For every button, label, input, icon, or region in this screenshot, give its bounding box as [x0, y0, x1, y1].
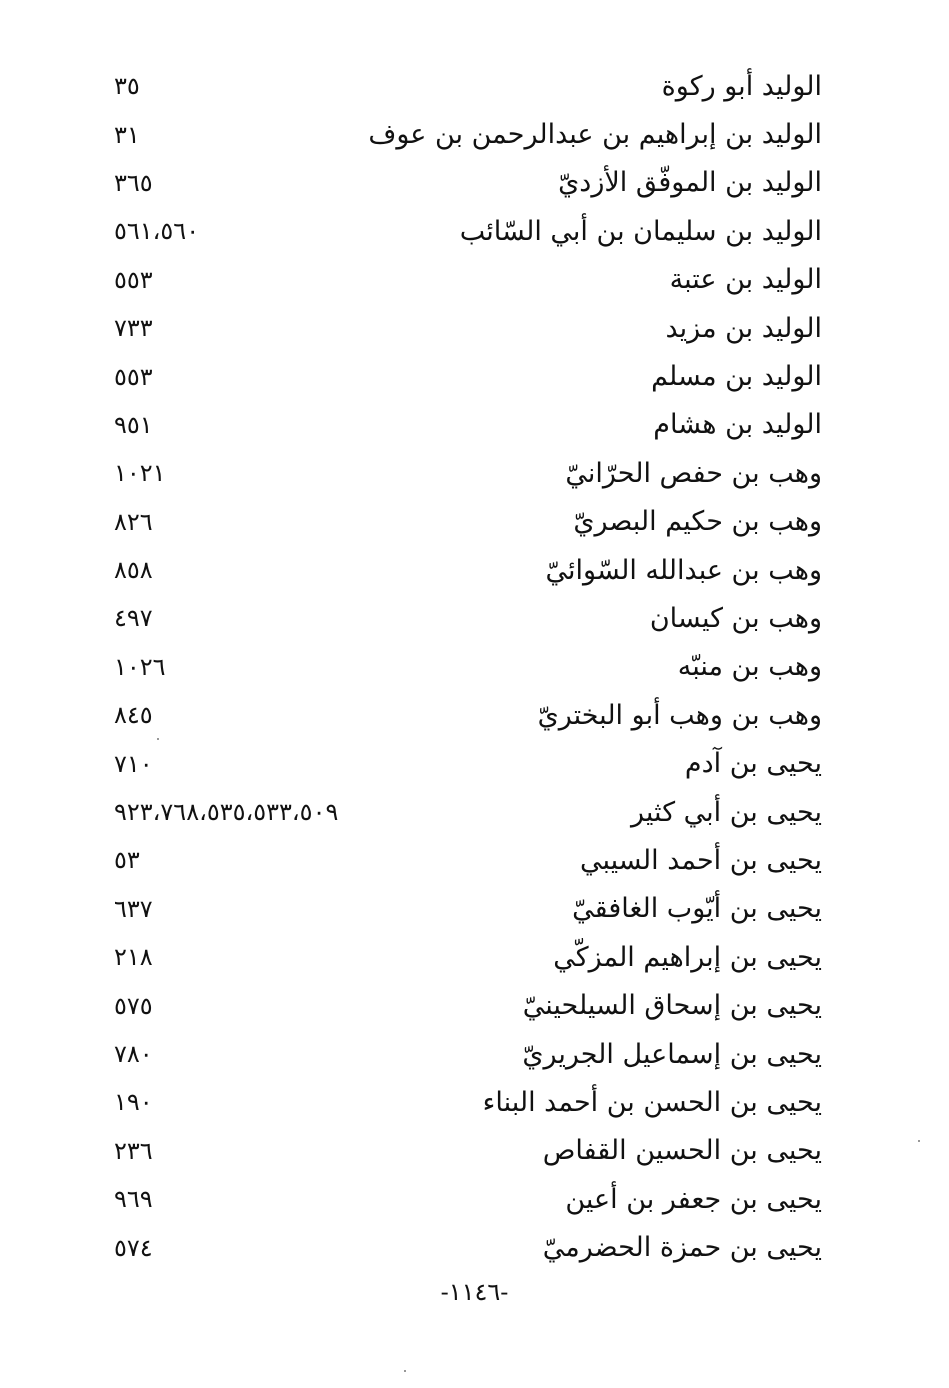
entry-page-numbers: ١٠٢٦	[114, 652, 166, 681]
entry-name: الوليد بن مسلم	[651, 361, 822, 393]
entry-name: الوليد أبو ركوة	[661, 70, 822, 102]
index-entry	[110, 933, 822, 981]
entry-name: يحيى بن إبراهيم المزكّي	[553, 941, 822, 973]
entry-page-numbers: ٥٦١،٥٦٠	[114, 217, 200, 246]
index-entry	[110, 1030, 822, 1078]
entry-name: الوليد بن مزيد	[665, 312, 822, 344]
index-entry	[110, 546, 822, 594]
entry-page-numbers: ٥٧٤	[114, 1233, 153, 1262]
index-entry	[110, 643, 822, 691]
entry-name: الوليد بن هشام	[653, 409, 822, 441]
entry-page-numbers: ٩٢٣،٧٦٨،٥٣٥،٥٣٣،٥٠٩	[114, 798, 339, 827]
entry-page-numbers: ٦٣٧	[114, 894, 153, 923]
index-entry	[110, 981, 822, 1029]
entry-page-numbers: ٢٣٦	[114, 1136, 153, 1165]
index-entry	[110, 110, 822, 158]
entry-page-numbers: ٧٣٣	[114, 314, 153, 343]
entry-name: يحيى بن إسحاق السيلحينيّ	[522, 990, 822, 1022]
scan-speck	[918, 1140, 920, 1142]
entry-name: يحيى بن أيّوب الغافقيّ	[572, 893, 822, 925]
entry-page-numbers: ١٠٢١	[114, 459, 166, 488]
index-entry	[110, 1175, 822, 1223]
index-entry	[110, 836, 822, 884]
entry-name: الوليد بن سليمان بن أبي السّائب	[459, 215, 822, 247]
entry-name: وهب بن منبّه	[677, 651, 822, 683]
entry-name: يحيى بن حمزة الحضرميّ	[542, 1232, 822, 1264]
entry-name: وهب بن عبدالله السّوائيّ	[545, 554, 822, 586]
entry-name: وهب بن كيسان	[649, 602, 822, 634]
entry-name: يحيى بن الحسين القفاص	[542, 1135, 822, 1167]
index-entry	[110, 352, 822, 400]
index-entry	[110, 498, 822, 546]
entry-name: وهب بن حفص الحرّانيّ	[565, 457, 822, 489]
entry-name: يحيى بن آدم	[684, 748, 822, 780]
index-entry	[110, 739, 822, 787]
entry-page-numbers: ٤٩٧	[114, 604, 153, 633]
index-entry	[110, 594, 822, 642]
entry-page-numbers: ٣١	[114, 120, 140, 149]
entry-page-numbers: ٥٣	[114, 846, 140, 875]
index-entry	[110, 885, 822, 933]
entry-page-numbers: ٥٥٣	[114, 362, 153, 391]
index-entry	[110, 159, 822, 207]
entry-page-numbers: ٩٦٩	[114, 1185, 153, 1214]
entry-name: يحيى بن الحسن بن أحمد البناء	[482, 1086, 822, 1118]
scan-speck	[157, 738, 159, 740]
index-entry	[110, 304, 822, 352]
entry-page-numbers: ٥٥٣	[114, 265, 153, 294]
page-number: -١١٤٦-	[440, 1278, 509, 1306]
index-entry	[110, 1223, 822, 1271]
entry-page-numbers: ٨٥٨	[114, 556, 153, 585]
entry-name: الوليد بن الموفّق الأزديّ	[558, 167, 822, 199]
entry-page-numbers: ٨٤٥	[114, 701, 153, 730]
index-entry	[110, 207, 822, 255]
entry-name: الوليد بن عتبة	[669, 264, 822, 296]
entry-page-numbers: ٨٢٦	[114, 507, 153, 536]
index-entry	[110, 449, 822, 497]
index-entry	[110, 401, 822, 449]
entry-name: وهب بن حكيم البصريّ	[573, 506, 822, 538]
scan-speck	[404, 1370, 406, 1372]
entry-page-numbers: ٣٥	[114, 72, 140, 101]
entry-name: الوليد بن إبراهيم بن عبدالرحمن بن عوف	[368, 119, 822, 151]
index-entry	[110, 691, 822, 739]
entry-page-numbers: ٥٧٥	[114, 991, 153, 1020]
entry-page-numbers: ١٩٠	[114, 1088, 153, 1117]
entry-name: يحيى بن أحمد السيبي	[580, 844, 822, 876]
entry-page-numbers: ٩٥١	[114, 410, 153, 439]
entry-page-numbers: ٧٨٠	[114, 1040, 153, 1068]
entry-name: يحيى بن إسماعيل الجريريّ	[522, 1038, 822, 1070]
entry-name: يحيى بن جعفر بن أعين	[565, 1183, 822, 1215]
index-entry	[110, 1078, 822, 1126]
entry-page-numbers: ٢١٨	[114, 943, 153, 972]
index-entry	[110, 788, 822, 836]
index-entry	[110, 1127, 822, 1175]
index-entry	[110, 62, 822, 110]
entry-page-numbers: ٧١٠	[114, 749, 153, 778]
index-entry	[110, 256, 822, 304]
entry-page-numbers: ٣٦٥	[114, 168, 153, 197]
name-index-list	[110, 62, 822, 1272]
entry-name: وهب بن وهب أبو البختريّ	[537, 699, 822, 731]
entry-name: يحيى بن أبي كثير	[631, 796, 822, 828]
